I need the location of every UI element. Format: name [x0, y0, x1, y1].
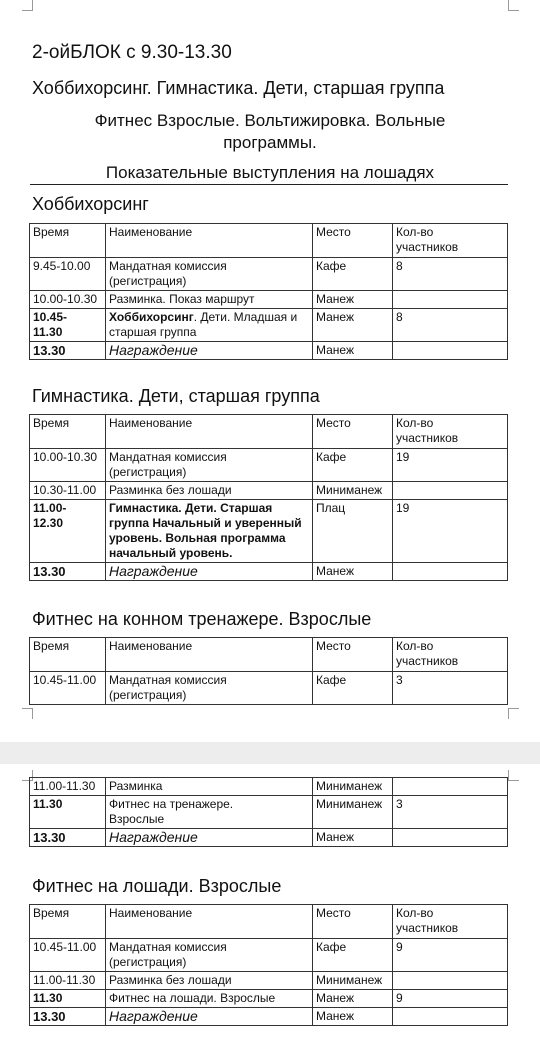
col-count [393, 905, 508, 939]
cell-time: 13.30 [30, 829, 106, 847]
cell-place: Миниманеж [313, 778, 393, 796]
schedule-table-gym [29, 414, 508, 581]
cell-place: Миниманеж [313, 972, 393, 990]
table-row [30, 309, 508, 342]
cell-name-a: Мандатная комиссия [109, 259, 227, 273]
corner-mark [508, 0, 519, 11]
cell-name: Награждение [106, 342, 313, 360]
cell-name: Разминка [106, 778, 313, 796]
corner-mark [508, 770, 519, 781]
table-row [30, 342, 508, 360]
cell-time: 11.00-11.30 [30, 972, 106, 990]
schedule-table-fit-sim [29, 637, 508, 705]
table-row [30, 990, 508, 1008]
cell-place: Манеж [313, 829, 393, 847]
cell-place: Манеж [313, 563, 393, 581]
cell-count [393, 342, 508, 360]
cell-name: Разминка без лошади [106, 972, 313, 990]
col-time: Время [30, 905, 106, 939]
cell-time: 10.45-11.00 [30, 672, 106, 705]
cell-name: Разминка без лошади [106, 482, 313, 500]
corner-mark [508, 708, 519, 719]
cell-place: Манеж [313, 1008, 393, 1026]
col-count [393, 638, 508, 672]
section-title-fit-sim: Фитнес на конном тренажере. Взрослые [32, 609, 372, 629]
cell-name: Награждение [106, 1008, 313, 1026]
col-count-a: Кол-во [396, 416, 434, 430]
cell-name [106, 258, 313, 291]
col-count-b: участников [396, 654, 459, 668]
cell-place: Кафе [313, 939, 393, 972]
cell-name-a: Мандатная комиссия [109, 940, 227, 954]
cell-name-b: старшая группа [109, 325, 197, 339]
col-count-a: Кол-во [396, 639, 434, 653]
cell-name-a: Мандатная комиссия [109, 673, 227, 687]
cell-name-line: начальный уровень. [109, 546, 233, 560]
col-count-b: участников [396, 921, 459, 935]
program-line-2b: программы. [223, 133, 317, 152]
cell-name: Разминка. Показ маршрут [106, 291, 313, 309]
table-row [30, 796, 508, 829]
cell-name-line: уровень. Вольная программа [109, 531, 286, 545]
cell-time: 13.30 [30, 342, 106, 360]
col-time: Время [30, 638, 106, 672]
col-name: Наименование [106, 905, 313, 939]
cell-place: Кафе [313, 258, 393, 291]
cell-name [106, 672, 313, 705]
cell-place: Миниманеж [313, 796, 393, 829]
table-row [30, 291, 508, 309]
corner-mark [22, 708, 33, 719]
col-place: Место [313, 415, 393, 449]
section-title-fit-horse: Фитнес на лошади. Взрослые [32, 876, 282, 896]
cell-time: 10.30-11.00 [30, 482, 106, 500]
table-row [30, 672, 508, 705]
col-count [393, 415, 508, 449]
table-header-row [30, 905, 508, 939]
cell-time: 11.30 [30, 796, 106, 829]
table-header-row [30, 638, 508, 672]
col-name: Наименование [106, 638, 313, 672]
col-count [393, 224, 508, 258]
cell-time-b: 11.30 [33, 325, 63, 339]
col-count-b: участников [396, 240, 459, 254]
cell-count: 8 [393, 258, 508, 291]
cell-name-a [109, 310, 309, 325]
cell-time: 13.30 [30, 1008, 106, 1026]
program-line: Хоббихорсинг. Гимнастика. Дети, старшая группа [32, 78, 445, 98]
table-row [30, 500, 508, 563]
col-time: Время [30, 224, 106, 258]
cell-count: 3 [393, 672, 508, 705]
cell-count [393, 482, 508, 500]
cell-place: Манеж [313, 990, 393, 1008]
cell-name-line: группа Начальный и уверенный [109, 516, 302, 530]
cell-place: Манеж [313, 291, 393, 309]
cell-name-b: (регистрация) [109, 688, 187, 702]
cell-count: 9 [393, 939, 508, 972]
corner-mark [22, 0, 33, 11]
table-header-row [30, 415, 508, 449]
cell-name-line: Гимнастика. Дети. Старшая [109, 501, 273, 515]
cell-count [393, 778, 508, 796]
cell-time [30, 309, 106, 342]
cell-name-b: (регистрация) [109, 465, 187, 479]
col-count-a: Кол-во [396, 906, 434, 920]
cell-count [393, 972, 508, 990]
cell-name-b: Взрослые [109, 812, 165, 826]
cell-count: 19 [393, 500, 508, 563]
table-row [30, 563, 508, 581]
cell-time: 10.45-11.00 [30, 939, 106, 972]
cell-time: 9.45-10.00 [30, 258, 106, 291]
cell-place: Миниманеж [313, 482, 393, 500]
cell-count: 3 [393, 796, 508, 829]
col-name: Наименование [106, 415, 313, 449]
cell-name-a: Мандатная комиссия [109, 450, 227, 464]
section-title-hobby: Хоббихорсинг [32, 194, 149, 214]
cell-count [393, 563, 508, 581]
cell-name: Фитнес на лошади. Взрослые [106, 990, 313, 1008]
cell-name-a: Фитнес на тренажере. [109, 797, 234, 811]
section-title-gym: Гимнастика. Дети, старшая группа [32, 386, 320, 406]
cell-time-a: 10.45- [33, 310, 68, 324]
program-line-2a: Фитнес Взрослые. Вольтижировка. Вольные [94, 111, 446, 130]
table-header-row [30, 224, 508, 258]
cell-name: Награждение [106, 563, 313, 581]
table-row [30, 829, 508, 847]
col-place: Место [313, 905, 393, 939]
cell-place: Кафе [313, 672, 393, 705]
col-time: Время [30, 415, 106, 449]
cell-name [106, 309, 313, 342]
cell-time [30, 500, 106, 563]
table-row [30, 449, 508, 482]
cell-count [393, 291, 508, 309]
cell-time-b: 12.30 [33, 516, 64, 530]
table-row [30, 258, 508, 291]
cell-count: 8 [393, 309, 508, 342]
page-gap [0, 742, 540, 764]
table-row [30, 972, 508, 990]
cell-count: 9 [393, 990, 508, 1008]
cell-time: 11.30 [30, 990, 106, 1008]
table-row [30, 778, 508, 796]
col-count-b: участников [396, 431, 459, 445]
cell-place: Кафе [313, 449, 393, 482]
cell-place: Плац [313, 500, 393, 563]
cell-place: Манеж [313, 309, 393, 342]
schedule-table-fit-sim-cont [29, 777, 508, 847]
cell-name-rest: . Дети. Младшая и [193, 310, 298, 324]
schedule-table-hobby [29, 223, 508, 360]
col-count-a: Кол-во [396, 225, 434, 239]
cell-time: 10.00-10.30 [30, 449, 106, 482]
cell-name [106, 796, 313, 829]
cell-time: 11.00-11.30 [30, 778, 106, 796]
show-line: Показательные выступления на лошадях [105, 163, 435, 182]
divider [30, 184, 508, 185]
cell-name-bold: Хоббихорсинг [109, 310, 194, 324]
cell-name [106, 500, 313, 563]
cell-name-b: (регистрация) [109, 955, 187, 969]
schedule-table-fit-horse [29, 904, 508, 1026]
cell-count [393, 1008, 508, 1026]
cell-place: Манеж [313, 342, 393, 360]
cell-time-a: 11.00- [33, 501, 67, 515]
col-place: Место [313, 224, 393, 258]
cell-name: Награждение [106, 829, 313, 847]
cell-count: 19 [393, 449, 508, 482]
cell-name [106, 449, 313, 482]
cell-time: 10.00-10.30 [30, 291, 106, 309]
block-title: 2-ойБЛОК с 9.30-13.30 [32, 42, 232, 63]
table-row [30, 482, 508, 500]
col-name: Наименование [106, 224, 313, 258]
cell-time: 13.30 [30, 563, 106, 581]
cell-count [393, 829, 508, 847]
table-row [30, 939, 508, 972]
table-row [30, 1008, 508, 1026]
cell-name-b: (регистрация) [109, 274, 187, 288]
col-place: Место [313, 638, 393, 672]
cell-name [106, 939, 313, 972]
